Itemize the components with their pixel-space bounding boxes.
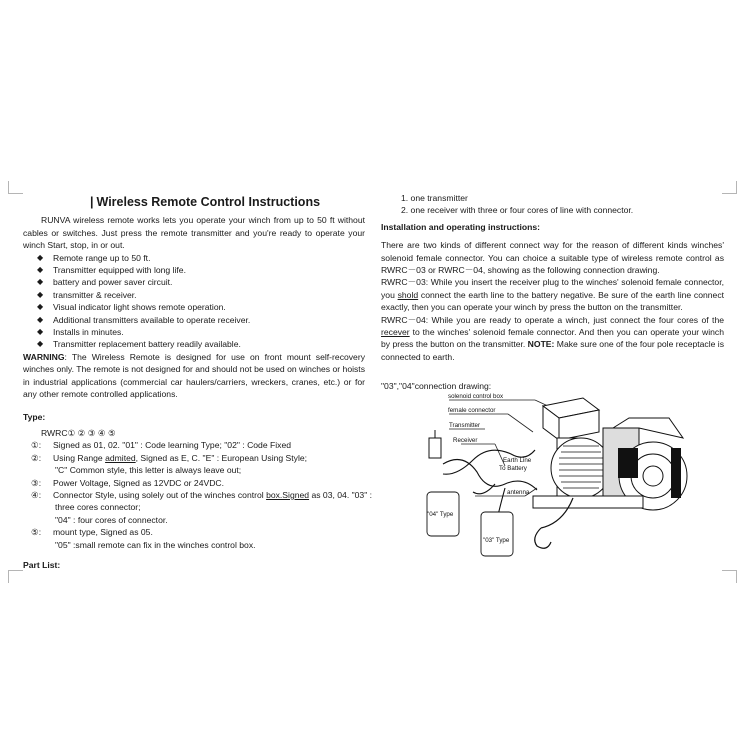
- warning-label: WARNING: [23, 351, 65, 362]
- label-solenoid: solenoid control box: [448, 393, 504, 400]
- type-item: ⑤: mount type, Signed as 05.: [31, 527, 153, 538]
- connection-diagram: [413, 388, 718, 568]
- list-item: ◆ battery and power saver circuit.: [37, 276, 365, 288]
- right-column: [381, 192, 724, 393]
- type-item-sub: "04" : four cores of connector.: [55, 514, 168, 525]
- list-item: ◆ Transmitter replacement battery readily available.: [37, 338, 365, 350]
- label-antenna: antenna: [507, 489, 530, 496]
- warning-paragraph: [23, 351, 365, 401]
- type-item: ①: Signed as 01, 02. "01" : Code learning Type; "02" : Code Fixed: [31, 440, 292, 451]
- label-type-03: "03" Type: [483, 537, 510, 544]
- install-paragraph: There are two kinds of different connect way for the reason of different kinds winches' solenoid female connector. You can choice a suitable type of wireless remote control as RWRC－03 or RWRC－04, showing as the following connection drawing.: [381, 240, 724, 276]
- warning-text: : The Wireless Remote is designed for use on front mount self-recovery winches only. The remote is not designed for and should not be used on winches or hoists in industrial applications (commercial car haulers/carriers, wreckers, cranes, etc.) or for any other remote controlled applications.: [23, 351, 365, 400]
- type-item-sub: three cores connector;: [55, 502, 141, 513]
- list-item: ◆ Transmitter equipped with long life.: [37, 264, 365, 276]
- list-item: ◆ Visual indicator light shows remote operation.: [37, 301, 365, 313]
- part-list: [381, 192, 724, 217]
- list-item: ◆ transmitter & receiver.: [37, 289, 365, 301]
- label-type-04: "04" Type: [427, 511, 454, 518]
- type-code: RWRC① ② ③ ④ ⑤: [41, 427, 116, 438]
- label-to-battery: To Battery: [499, 465, 527, 472]
- note-label: NOTE:: [527, 339, 555, 350]
- list-item: ◆ Installs in minutes.: [37, 326, 365, 338]
- label-receiver: Receiver: [453, 437, 478, 444]
- type-item-sub: "C" Common style, this letter is always leave out;: [55, 465, 242, 476]
- crop-mark-bottom-left: [8, 570, 23, 583]
- list-item: 1. one transmitter: [401, 193, 468, 203]
- type-item: ③: Power Voltage, Signed as 12VDC or 24VDC.: [31, 477, 225, 488]
- crop-mark-top-left: [8, 181, 23, 194]
- type-item: ④: Connector Style, using solely out of the winches control box.Signed as 03, 04. "03" :: [31, 489, 373, 500]
- label-transmitter: Transmitter: [449, 422, 481, 429]
- feature-list: [23, 252, 365, 351]
- crop-mark-top-right: [722, 181, 737, 194]
- list-item: 2. one receiver with three or four cores of line with connector.: [401, 205, 634, 216]
- type-item: ②: Using Range admited, Signed as E, C. "E" : European Using Style;: [31, 452, 308, 463]
- list-item: ◆ Remote range up to 50 ft.: [37, 252, 365, 264]
- intro-paragraph: RUNVA wireless remote works lets you operate your winch from up to 50 ft without cables or switches. Just press the remote transmitter and you're ready to operate your winch Start, stop, in or out.: [23, 215, 365, 251]
- page-title: | Wireless Remote Control Instructions: [90, 195, 321, 209]
- rwrc04-paragraph: RWRC－04: While you are ready to operate a winch, just connect the four cores of the recever to the winches' solenoid female connector. And then you can operate your winch by press the button on the transmitter. NOTE: Make sure one of the four pole receptacle is connected to earth.: [381, 314, 724, 362]
- type-heading: Type:: [23, 411, 46, 422]
- label-earth-line: Earth Line: [503, 457, 532, 464]
- left-column: [23, 195, 373, 571]
- crop-mark-bottom-right: [722, 570, 737, 583]
- label-female-connector: female connector: [448, 407, 496, 414]
- part-list-heading: Part List:: [23, 559, 61, 570]
- drawing-label: "03","04"connection drawing:: [381, 381, 492, 392]
- type-item-sub: "05" :small remote can fix in the winches control box.: [55, 539, 256, 550]
- rwrc03-paragraph: RWRC－03: While you insert the receiver plug to the winches' solenoid female connector, you shold connect the earth line to the battery negative. Be sure of the earth line connect exactly, then you can operate your winch by press the button on the transmitter.: [381, 277, 724, 313]
- list-item: ◆ Additional transmitters available to operate receiver.: [37, 314, 365, 326]
- install-heading: Installation and operating instructions:: [381, 221, 540, 232]
